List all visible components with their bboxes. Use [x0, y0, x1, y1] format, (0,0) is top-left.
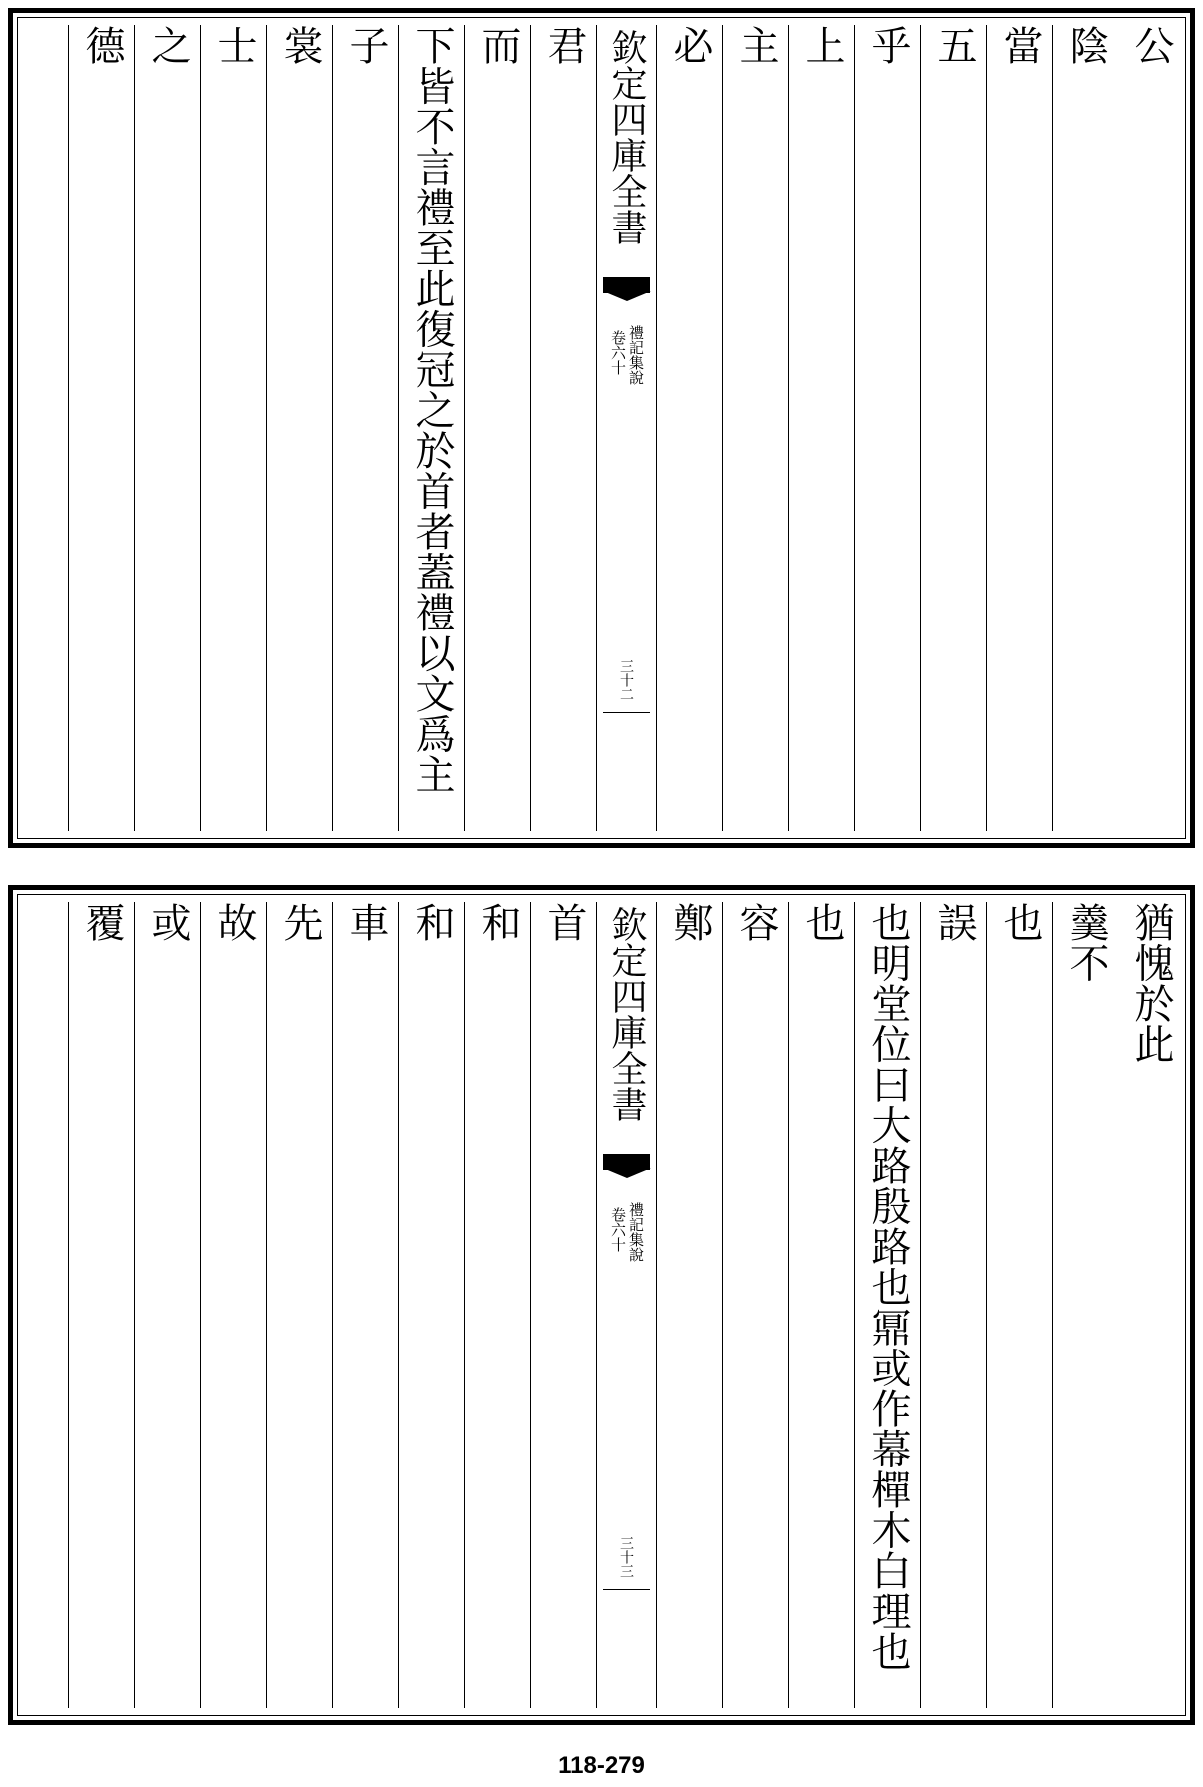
bottom-page-column	[722, 902, 788, 1708]
bottom-page-column	[854, 902, 920, 1708]
top-page-column	[530, 25, 596, 831]
column-text: 之	[145, 25, 191, 66]
column-text: 士	[211, 25, 257, 66]
page-footer-number: 118-279	[558, 1752, 645, 1779]
top-page-column	[1118, 25, 1184, 831]
top-page-column	[398, 25, 464, 831]
top-page-column	[68, 25, 134, 831]
book-title: 禮記集說	[627, 1202, 645, 1262]
top-page-column	[266, 25, 332, 831]
column-text: 羹不	[1063, 902, 1109, 983]
column-text: 先	[277, 902, 323, 943]
column-text: 覆	[79, 902, 125, 943]
column-text: 誤	[931, 902, 977, 943]
column-text: 或	[145, 902, 191, 943]
column-text: 和	[475, 902, 521, 943]
book-title: 禮記集說	[627, 325, 645, 385]
center-fold-column	[596, 902, 656, 1708]
column-text: 五	[931, 25, 977, 66]
fish-tail-mark-icon	[603, 1154, 650, 1170]
column-text: 和	[409, 902, 455, 943]
bottom-page-column	[200, 902, 266, 1708]
top-page-column	[854, 25, 920, 831]
bottom-page-column	[134, 902, 200, 1708]
column-text: 必	[667, 25, 713, 66]
column-text: 德	[79, 25, 125, 66]
bottom-page-column	[68, 902, 134, 1708]
bottom-page-column	[1052, 902, 1118, 1708]
column-text: 當	[997, 25, 1043, 66]
top-page-column	[332, 25, 398, 831]
top-page-column	[986, 25, 1052, 831]
center-fold-column	[596, 25, 656, 831]
fish-tail-mark-icon	[603, 277, 650, 293]
column-text: 鄭	[667, 902, 713, 943]
top-page-column	[1052, 25, 1118, 831]
top-page-column	[200, 25, 266, 831]
bottom-page-column	[266, 902, 332, 1708]
folio-number: 三十三	[618, 1536, 634, 1578]
column-text: 裳	[277, 25, 323, 66]
column-text: 首	[541, 902, 587, 943]
column-text: 也	[799, 902, 845, 943]
bottom-page-column	[464, 902, 530, 1708]
column-text: 也	[997, 902, 1043, 943]
top-page-column	[464, 25, 530, 831]
column-text: 子	[343, 25, 389, 66]
top-page-column	[788, 25, 854, 831]
column-text: 故	[211, 902, 257, 943]
folio-number: 三十二	[618, 659, 634, 701]
bottom-page-column	[398, 902, 464, 1708]
center-divider-line	[603, 712, 650, 713]
column-text: 公	[1128, 25, 1174, 66]
column-text: 猶愧於此	[1128, 902, 1174, 1064]
top-page-column	[920, 25, 986, 831]
volume-label: 卷六十	[609, 330, 627, 375]
volume-label: 卷六十	[609, 1207, 627, 1252]
column-text: 上	[799, 25, 845, 66]
column-text: 容	[733, 902, 779, 943]
header-title: 欽定四庫全書	[606, 906, 647, 1122]
column-text: 下皆不言禮至此復冠之於首者蓋禮以文爲主	[409, 25, 455, 795]
bottom-page-column	[656, 902, 722, 1708]
bottom-page-column	[920, 902, 986, 1708]
column-text: 也明堂位曰大路殷路也鼏或作幕樿木白理也	[865, 902, 911, 1672]
top-page-column	[134, 25, 200, 831]
bottom-page-column	[986, 902, 1052, 1708]
column-text: 而	[475, 25, 521, 66]
center-divider-line	[603, 1589, 650, 1590]
bottom-page-column	[332, 902, 398, 1708]
bottom-page-column	[788, 902, 854, 1708]
top-page	[8, 8, 1195, 848]
column-text: 陰	[1063, 25, 1109, 66]
column-text: 主	[733, 25, 779, 66]
bottom-page	[8, 885, 1195, 1725]
bottom-page-column	[530, 902, 596, 1708]
bottom-page-column	[1118, 902, 1184, 1708]
header-title: 欽定四庫全書	[606, 29, 647, 245]
column-text: 車	[343, 902, 389, 943]
column-text: 乎	[865, 25, 911, 66]
top-page-column	[656, 25, 722, 831]
column-text: 君	[541, 25, 587, 66]
top-page-column	[722, 25, 788, 831]
